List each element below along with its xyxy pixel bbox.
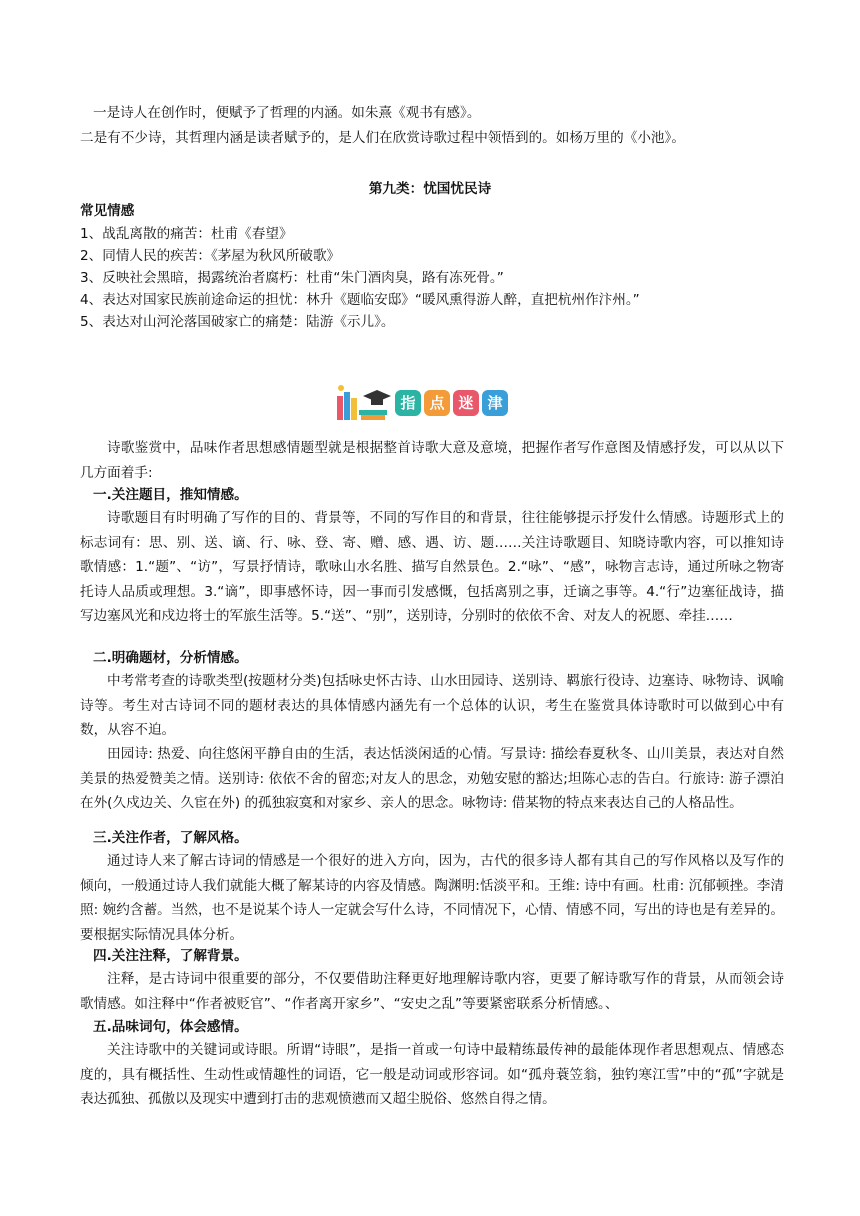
section-paragraph: 注释，是古诗词中很重要的部分，不仅要借助注释更好地理解诗歌内容，更要了解诗歌写作的背景，从而领会诗歌情感。如注释中“作者被贬官”、“作者离开家乡”、“安史之乱”等要紧密联系分析情感。、 (80, 971, 784, 1012)
emotion-item: 4、表达对国家民族前途命运的担忧：林升《题临安邸》“暖风熏得游人醉，直把杭州作汴州。” (80, 292, 640, 308)
emotion-item: 2、同情人民的疾苦：《茅屋为秋风所破歌》 (80, 248, 341, 264)
intro-line-2: 二是有不少诗，其哲理内涵是读者赋予的，是人们在欣赏诗歌过程中领悟到的。如杨万里的《小池》。 (80, 130, 685, 146)
section-paragraph: 关注诗歌中的关键词或诗眼。所谓“诗眼”，是指一首或一句诗中最精练最传神的最能体现作者思想观点、情感态度的，具有概括性、生动性或情趣性的词语，它一般是动词或形容词。如“孤舟蓑笠翁，独钓寒江雪”中的“孤”字就是表达孤独、孤傲以及现实中遭到打击的悲观愤懑而又超尘脱俗、悠然自得之情。 (80, 1042, 784, 1107)
books-graduation-icon (333, 382, 391, 424)
section-heading: 三.关注作者，了解风格。 (93, 830, 248, 846)
emotion-item: 1、战乱离散的痛苦：杜甫《春望》 (80, 226, 293, 242)
section-heading: 五.品味词句，体会感情。 (93, 1019, 248, 1035)
section-paragraph: 诗歌题目有时明确了写作的目的、背景等，不同的写作目的和背景，往往能够提示抒发什么情感。诗题形式上的标志词有：思、别、送、谪、行、咏、登、寄、赠、感、遇、访、题……关注诗歌题目、知晓诗歌内容，可以推知诗歌情感：1.“题”、“访”，写景抒情诗，歌咏山水名胜、描写自然景色。2.“咏”、“感”，咏物言志诗，通过所咏之物寄托诗人品质或理想。3.“谪”，即事感怀诗，因一事而引发感慨，包括离别之事，迁谪之事等。4.“行”边塞征战诗，描写边塞风光和戍边将士的军旅生活等。5.“送”、“别”，送别诗，分别时的依依不舍、对友人的祝愿、牵挂…… (80, 510, 784, 624)
emotion-item: 5、表达对山河沦落国破家亡的痛楚：陆游《示儿》。 (80, 314, 395, 330)
banner-char: 津 (482, 390, 508, 416)
section-heading: 一.关注题目，推知情感。 (93, 487, 248, 503)
common-emotions-label: 常见情感 (80, 203, 135, 219)
banner-char: 迷 (453, 390, 479, 416)
emotion-item: 3、反映社会黑暗，揭露统治者腐朽：杜甫“朱门酒肉臭，路有冻死骨。” (80, 270, 504, 286)
category-title: 第九类：忧国忧民诗 (368, 181, 492, 197)
section-paragraph: 田园诗: 热爱、向往悠闲平静自由的生活，表达恬淡闲适的心情。写景诗: 描绘春夏秋冬、山川美景，表达对自然美景的热爱赞美之情。送别诗: 依依不舍的留恋;对友人的思念，劝勉安慰的豁达;坦陈心志的告白。行旅诗: 游子漂泊在外(久戍边关、久宦在外) 的孤独寂寞和对家乡、亲人的思念。咏物诗: 借某物的特点来表达自己的人格品性。 (80, 746, 784, 811)
banner-char: 点 (424, 390, 450, 416)
section-paragraph: 中考常考查的诗歌类型(按题材分类)包括咏史怀古诗、山水田园诗、送别诗、羁旅行役诗、边塞诗、咏物诗、讽喻诗等。考生对古诗词不同的题材表达的具体情感内涵先有一个总体的认识，考生在鉴赏具体诗歌时可以做到心中有数，从容不迫。 (80, 673, 784, 738)
intro-line-1: 一是诗人在创作时，便赋予了哲理的内涵。如朱熹《观书有感》。 (93, 105, 481, 121)
section-paragraph: 通过诗人来了解古诗词的情感是一个很好的进入方向，因为，古代的很多诗人都有其自己的写作风格以及写作的倾向，一般通过诗人我们就能大概了解某诗的内容及情感。陶渊明:恬淡平和。王维: 诗中有画。杜甫: 沉郁顿挫。李清照: 婉约含蓄。当然，也不是说某个诗人一定就会写什么诗，不同情况下，心情、情感不同，写出的诗也是有差异的。要根据实际情况具体分析。 (80, 853, 784, 943)
section-heading: 四.关注注释，了解背景。 (93, 948, 248, 964)
guide-intro: 诗歌鉴赏中，品味作者思想感情题型就是根据整首诗歌大意及意境，把握作者写作意图及情感抒发，可以从以下几方面着手: (80, 440, 784, 481)
banner-char: 指 (395, 390, 421, 416)
guidance-banner (333, 382, 523, 424)
section-heading: 二.明确题材，分析情感。 (93, 650, 248, 666)
